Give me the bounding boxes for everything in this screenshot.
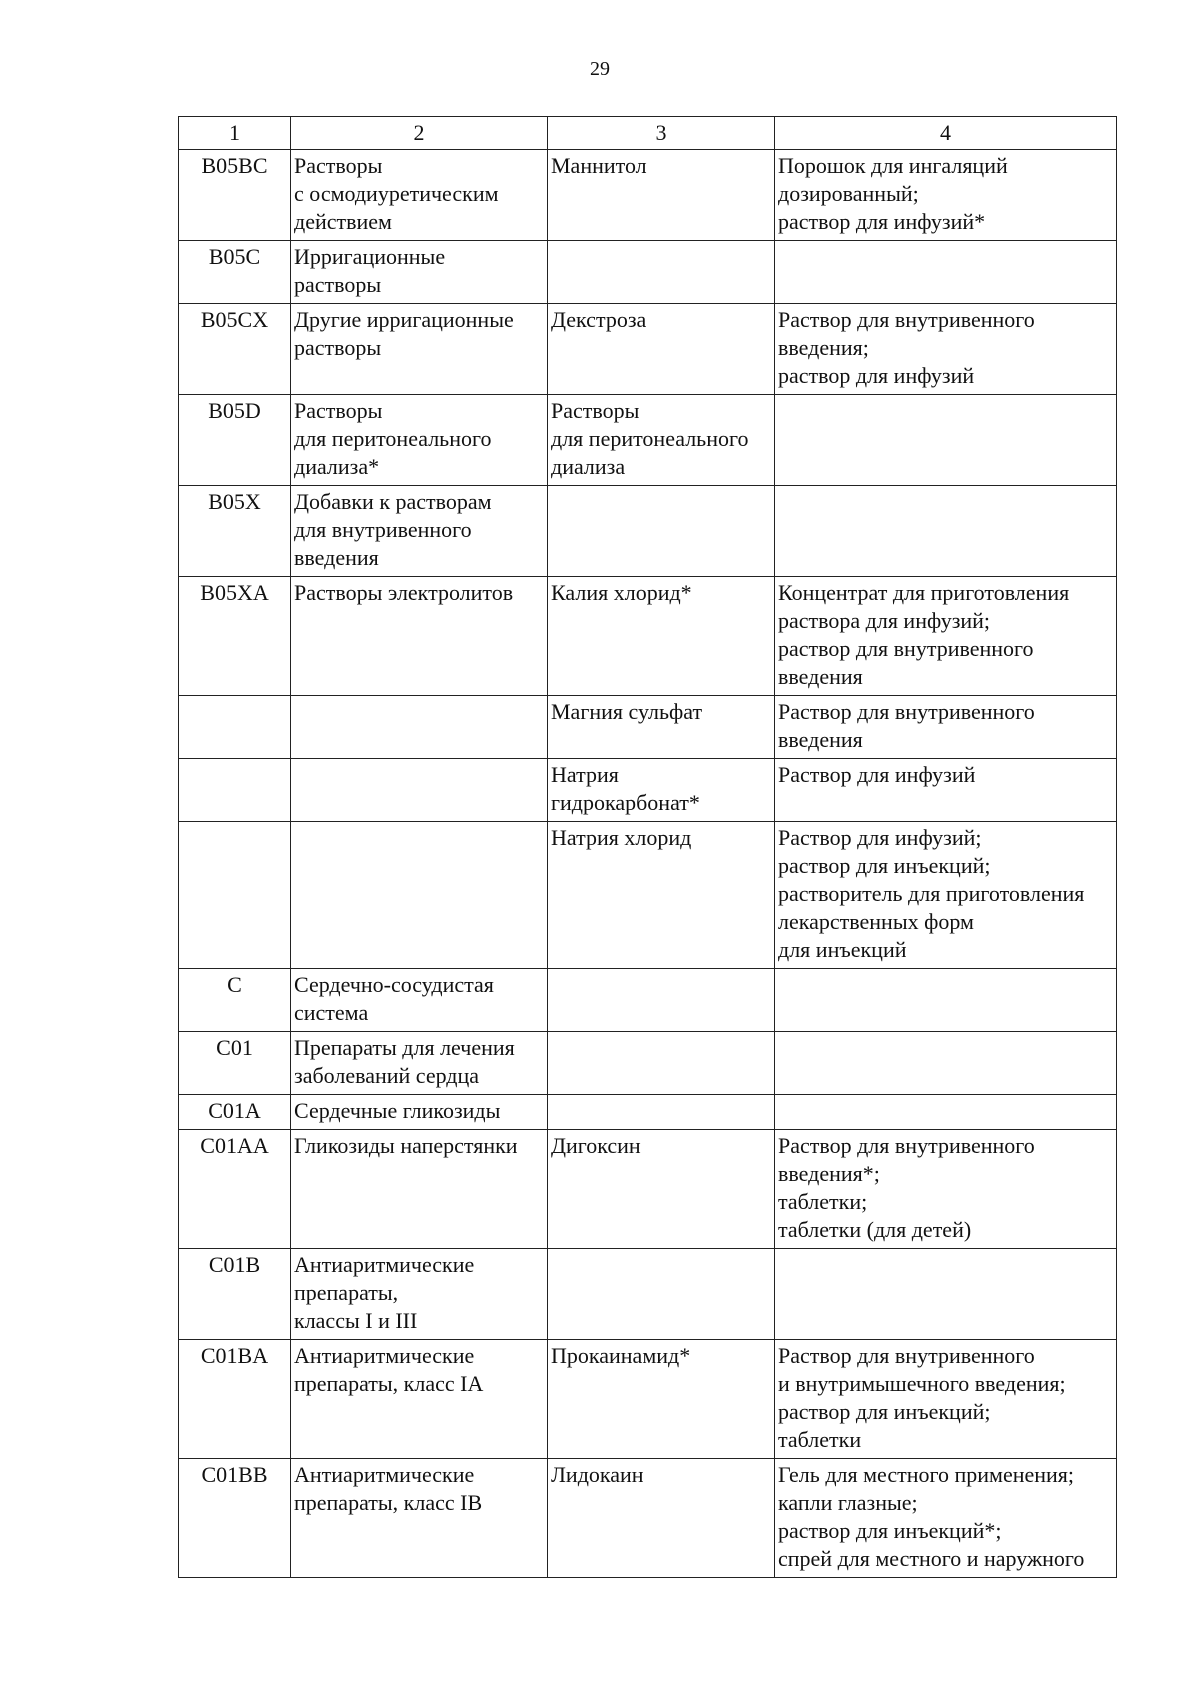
table-row [179, 304, 1117, 395]
group-name-cell: Другие ирригационные растворы [291, 304, 548, 395]
table-row [179, 1249, 1117, 1340]
drug-name-cell [548, 1249, 775, 1340]
atc-code-cell: B05C [179, 241, 291, 304]
group-name-cell [291, 696, 548, 759]
drug-name-cell: Лидокаин [548, 1459, 775, 1578]
table-row [179, 577, 1117, 696]
atc-code-cell: B05BC [179, 150, 291, 241]
atc-code-cell [179, 759, 291, 822]
dosage-form-cell [775, 395, 1117, 486]
dosage-form-cell: Концентрат для приготовления раствора для инфузий; раствор для внутривенного введения [775, 577, 1117, 696]
dosage-form-cell [775, 241, 1117, 304]
column-header-3: 3 [548, 117, 775, 150]
group-name-cell: Растворы электролитов [291, 577, 548, 696]
drug-list-table [178, 116, 1117, 1578]
page-number: 29 [590, 58, 610, 80]
drug-name-cell [548, 969, 775, 1032]
dosage-form-cell: Раствор для инфузий; раствор для инъекций; растворитель для приготовления лекарственных форм для инъекций [775, 822, 1117, 969]
atc-code-cell: C01 [179, 1032, 291, 1095]
group-name-cell: Растворы с осмодиуретическим действием [291, 150, 548, 241]
group-name-cell: Антиаритмические препараты, класс IB [291, 1459, 548, 1578]
group-name-cell: Препараты для лечения заболеваний сердца [291, 1032, 548, 1095]
table-row [179, 696, 1117, 759]
drug-name-cell: Растворы для перитонеального диализа [548, 395, 775, 486]
dosage-form-cell: Раствор для внутривенного введения [775, 696, 1117, 759]
drug-name-cell: Магния сульфат [548, 696, 775, 759]
atc-code-cell: C01BB [179, 1459, 291, 1578]
group-name-cell [291, 759, 548, 822]
atc-code-cell: C [179, 969, 291, 1032]
table-row [179, 241, 1117, 304]
drug-name-cell: Декстроза [548, 304, 775, 395]
column-header-2: 2 [291, 117, 548, 150]
drug-name-cell [548, 1032, 775, 1095]
table-row [179, 1095, 1117, 1130]
table-header-row [179, 117, 1117, 150]
table-row [179, 1032, 1117, 1095]
dosage-form-cell: Раствор для внутривенного введения; раствор для инфузий [775, 304, 1117, 395]
drug-name-cell: Натрия хлорид [548, 822, 775, 969]
group-name-cell: Растворы для перитонеального диализа* [291, 395, 548, 486]
dosage-form-cell [775, 1095, 1117, 1130]
table-row [179, 822, 1117, 969]
atc-code-cell: B05CX [179, 304, 291, 395]
table-row [179, 486, 1117, 577]
group-name-cell: Гликозиды наперстянки [291, 1130, 548, 1249]
atc-code-cell: B05D [179, 395, 291, 486]
atc-code-cell [179, 822, 291, 969]
atc-code-cell: C01AA [179, 1130, 291, 1249]
drug-name-cell [548, 486, 775, 577]
drug-name-cell: Дигоксин [548, 1130, 775, 1249]
drug-name-cell [548, 241, 775, 304]
table-body [179, 150, 1117, 1578]
group-name-cell: Сердечно-сосудистая система [291, 969, 548, 1032]
atc-code-cell: B05XA [179, 577, 291, 696]
table-row [179, 395, 1117, 486]
column-header-4: 4 [775, 117, 1117, 150]
group-name-cell [291, 822, 548, 969]
table-row [179, 150, 1117, 241]
column-header-1: 1 [179, 117, 291, 150]
dosage-form-cell: Раствор для инфузий [775, 759, 1117, 822]
group-name-cell: Антиаритмические препараты, класс IA [291, 1340, 548, 1459]
dosage-form-cell [775, 1032, 1117, 1095]
dosage-form-cell [775, 969, 1117, 1032]
atc-code-cell: B05X [179, 486, 291, 577]
drug-name-cell: Натрия гидрокарбонат* [548, 759, 775, 822]
drug-name-cell: Прокаинамид* [548, 1340, 775, 1459]
dosage-form-cell: Порошок для ингаляций дозированный; раствор для инфузий* [775, 150, 1117, 241]
group-name-cell: Добавки к растворам для внутривенного введения [291, 486, 548, 577]
dosage-form-cell [775, 1249, 1117, 1340]
table-row [179, 1130, 1117, 1249]
group-name-cell: Ирригационные растворы [291, 241, 548, 304]
dosage-form-cell: Гель для местного применения; капли глазные; раствор для инъекций*; спрей для местного и наружного [775, 1459, 1117, 1578]
atc-code-cell [179, 696, 291, 759]
group-name-cell: Сердечные гликозиды [291, 1095, 548, 1130]
dosage-form-cell: Раствор для внутривенного введения*; таблетки; таблетки (для детей) [775, 1130, 1117, 1249]
dosage-form-cell [775, 486, 1117, 577]
drug-name-cell: Маннитол [548, 150, 775, 241]
dosage-form-cell: Раствор для внутривенного и внутримышечного введения; раствор для инъекций; таблетки [775, 1340, 1117, 1459]
table-row [179, 759, 1117, 822]
table-row [179, 1340, 1117, 1459]
drug-name-cell [548, 1095, 775, 1130]
atc-code-cell: C01B [179, 1249, 291, 1340]
drug-name-cell: Калия хлорид* [548, 577, 775, 696]
table-row [179, 1459, 1117, 1578]
group-name-cell: Антиаритмические препараты, классы I и III [291, 1249, 548, 1340]
table-row [179, 969, 1117, 1032]
atc-code-cell: C01BA [179, 1340, 291, 1459]
atc-code-cell: C01A [179, 1095, 291, 1130]
